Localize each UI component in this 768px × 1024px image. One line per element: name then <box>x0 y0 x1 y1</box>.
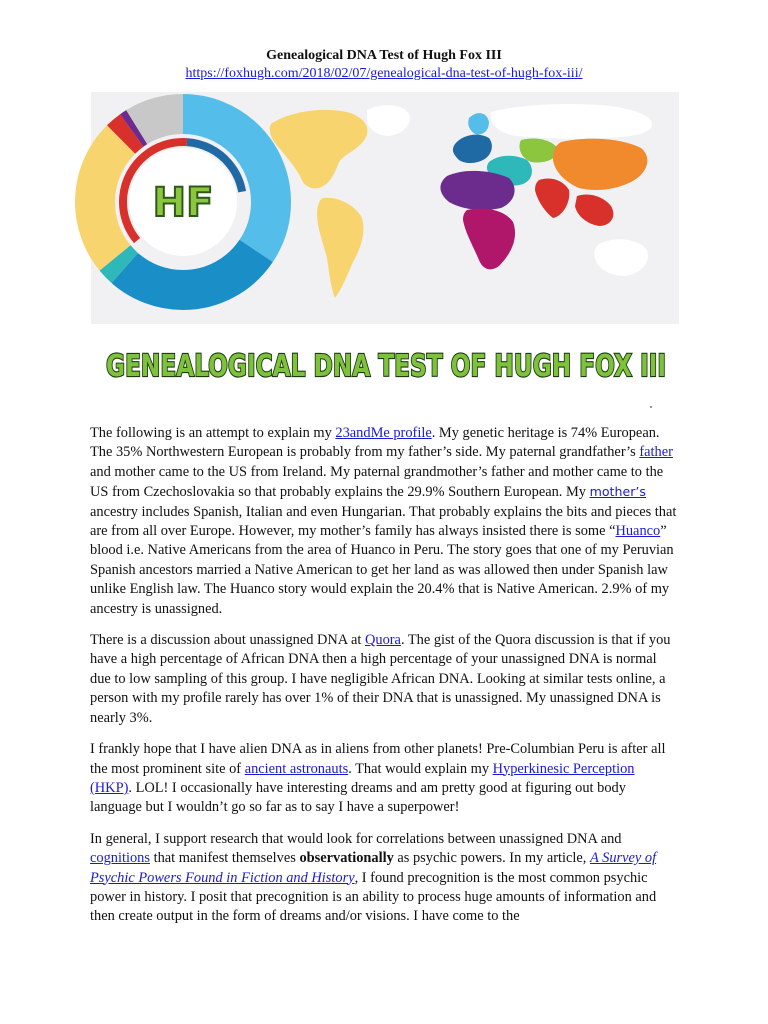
link-hyperkinesic-perception[interactable]: Hyperkinesic Perception (HKP) <box>90 760 635 796</box>
headline-svg <box>96 340 676 388</box>
p3-text-2: . That would explain my <box>348 760 493 777</box>
p1-text-3: and mother came to the US from Ireland. My paternal grandmother’s father and mother came to the US from Czechoslovakia so that probably explains the 29.9% Southern European. My <box>90 463 664 501</box>
link-survey-title[interactable]: A Survey of Psychic Powers Found in Fiction and History <box>90 850 657 886</box>
p4-text-2: that manifest themselves <box>149 850 300 867</box>
link-huanco[interactable]: Huanco <box>615 523 661 540</box>
p2-text-1: There is a discussion about unassigned DNA at <box>90 632 365 649</box>
paragraph-2 <box>90 631 680 728</box>
article-body <box>90 424 680 939</box>
link-cognitions[interactable]: cognitions <box>90 850 150 867</box>
paragraph-1 <box>90 424 680 619</box>
headline-graphic <box>96 340 676 388</box>
p2-text-2: . The gist of the Quora discussion is that if you have a high percentage of African DNA then a high percentage of your unassigned DNA is normal due to low sampling of this group. I have negligible African DNA. Looking at similar tests online, a person with my profile rarely has over 1% of their DNA that is unassigned. My unassigned DNA is nearly 3%. <box>90 632 671 726</box>
banner-graphic <box>91 92 679 324</box>
p1-text-2: . My genetic heritage is 74% European. The 35% Northwestern European is probably from my father’s side. My paternal grandfather’s <box>90 425 660 461</box>
stray-mark <box>650 406 652 408</box>
p4-text-4: , I found precognition is the most common psychic power in history. I posit that precognition is an ability to process huge amounts of information and then create output in the form of dreams and/or visions. I have come to the <box>90 869 657 925</box>
link-mothers[interactable]: mother’s <box>589 484 646 500</box>
p1-text-1: The following is an attempt to explain my <box>90 425 336 441</box>
p3-text-3: . LOL! I occasionally have interesting dreams and am pretty good at figuring out body language but I wouldn’t go so far as to say I have a superpower! <box>90 779 626 816</box>
link-father[interactable]: father <box>639 444 673 461</box>
paragraph-4 <box>90 830 680 927</box>
p1-text-4: ancestry includes Spanish, Italian and even Hungarian. That probably explains the bits and pieces that are from all over Europe. However, my mother’s family has always insisted there is some “ <box>90 503 677 540</box>
p4-text-1: In general, I support research that would look for correlations between unassigned DNA and <box>90 830 622 847</box>
source-url[interactable]: https://foxhugh.com/2018/02/07/genealogical-dna-test-of-hugh-fox-iii/ <box>185 66 583 81</box>
logo-text: HF <box>152 180 214 226</box>
banner-image <box>91 92 679 324</box>
headline-text: GENEALOGICAL DNA TEST OF HUGH FOX III <box>106 349 666 384</box>
link-23andme-profile[interactable]: 23andMe profile <box>335 425 432 441</box>
link-ancient-astronauts[interactable]: ancient astronauts <box>244 760 349 777</box>
paragraph-3 <box>90 740 680 818</box>
p3-text-1: I frankly hope that I have alien DNA as in aliens from other planets! Pre-Columbian Peru is after all the most prominent site of <box>90 741 666 777</box>
p1-text-5: ” blood i.e. Native Americans from the area of Huanco in Peru. The story goes that one of my Peruvian Spanish ancestors married a Native American to get her land as was allowed then under Spanish law unlike English law. The Huanco story would explain the 20.4% that is Native American. 2.9% of my ancestry is unassigned. <box>90 523 674 617</box>
page-title: Genealogical DNA Test of Hugh Fox III <box>266 48 502 63</box>
p4-bold-observationally: observationally <box>299 850 394 867</box>
link-quora[interactable]: Quora <box>364 632 401 649</box>
map-north-asia <box>491 104 652 139</box>
source-url-link[interactable] <box>0 66 768 82</box>
p4-text-3: as psychic powers. In my article, <box>393 850 590 867</box>
